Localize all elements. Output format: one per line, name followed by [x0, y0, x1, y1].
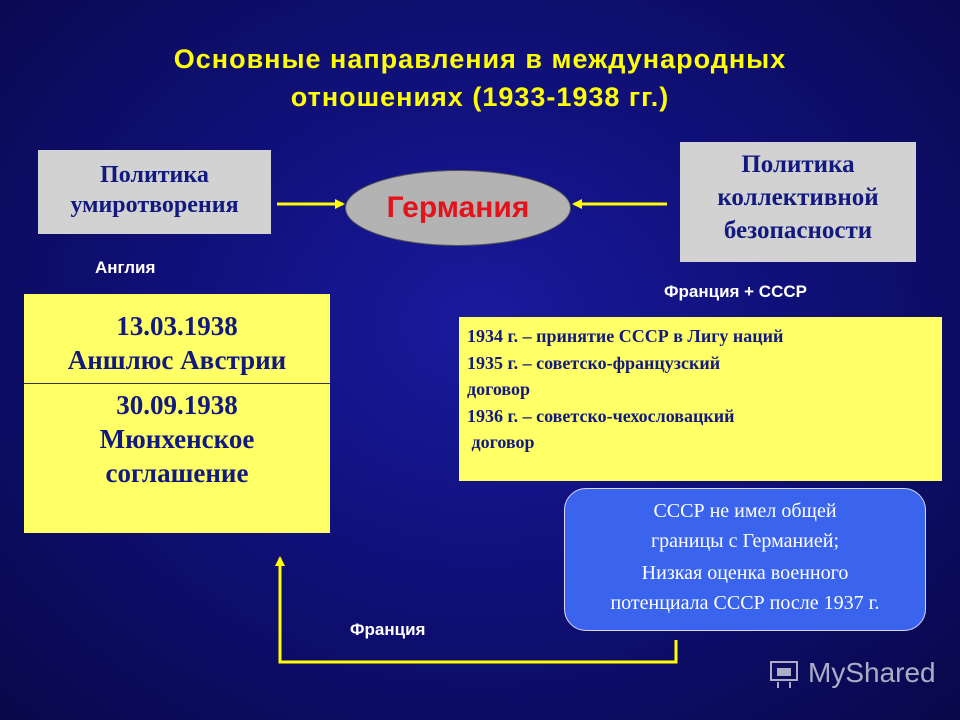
- fact-line: 1934 г. – принятие СССР в Лигу наций: [467, 326, 784, 346]
- collective-line-3: безопасности: [723, 217, 873, 244]
- fact-line: 1935 г. – советско-французский: [467, 352, 721, 373]
- event-date: 13.03.1938: [116, 311, 238, 341]
- event-text: Мюнхенское: [99, 424, 255, 454]
- watermark-text: MyShared: [808, 657, 936, 688]
- fact-line: договор: [467, 379, 530, 399]
- france-label: Франция: [350, 620, 426, 639]
- note-line: границы с Германией;: [650, 530, 840, 552]
- watermark-logo-icon: [768, 656, 802, 690]
- collective-line-1: Политика: [741, 151, 855, 178]
- arrow-note-to-events: [280, 558, 676, 662]
- event-text: Аншлюс Австрии: [67, 345, 287, 375]
- note-line: СССР не имел общей: [653, 500, 837, 522]
- watermark: [768, 656, 936, 690]
- title-line-1: Основные направления в международных: [173, 44, 787, 74]
- event-date: 30.09.1938: [116, 390, 238, 420]
- germany-node: Германия: [345, 170, 571, 246]
- note-line: Низкая оценка военного: [641, 562, 849, 584]
- appeasement-line-1: Политика: [100, 162, 209, 188]
- appeasement-line-2: умиротворения: [70, 192, 239, 218]
- fact-line: 1936 г. – советско-чехословацкий: [467, 405, 735, 426]
- note-line: потенциала СССР после 1937 г.: [610, 592, 880, 614]
- england-label: Англия: [95, 258, 156, 277]
- fact-line: договор: [467, 432, 535, 452]
- collective-line-2: коллективной: [717, 184, 879, 211]
- event-text: соглашение: [105, 458, 249, 488]
- france-ussr-label: Франция + СССР: [664, 282, 807, 301]
- title-line-2: отношениях (1933-1938 гг.): [290, 82, 670, 112]
